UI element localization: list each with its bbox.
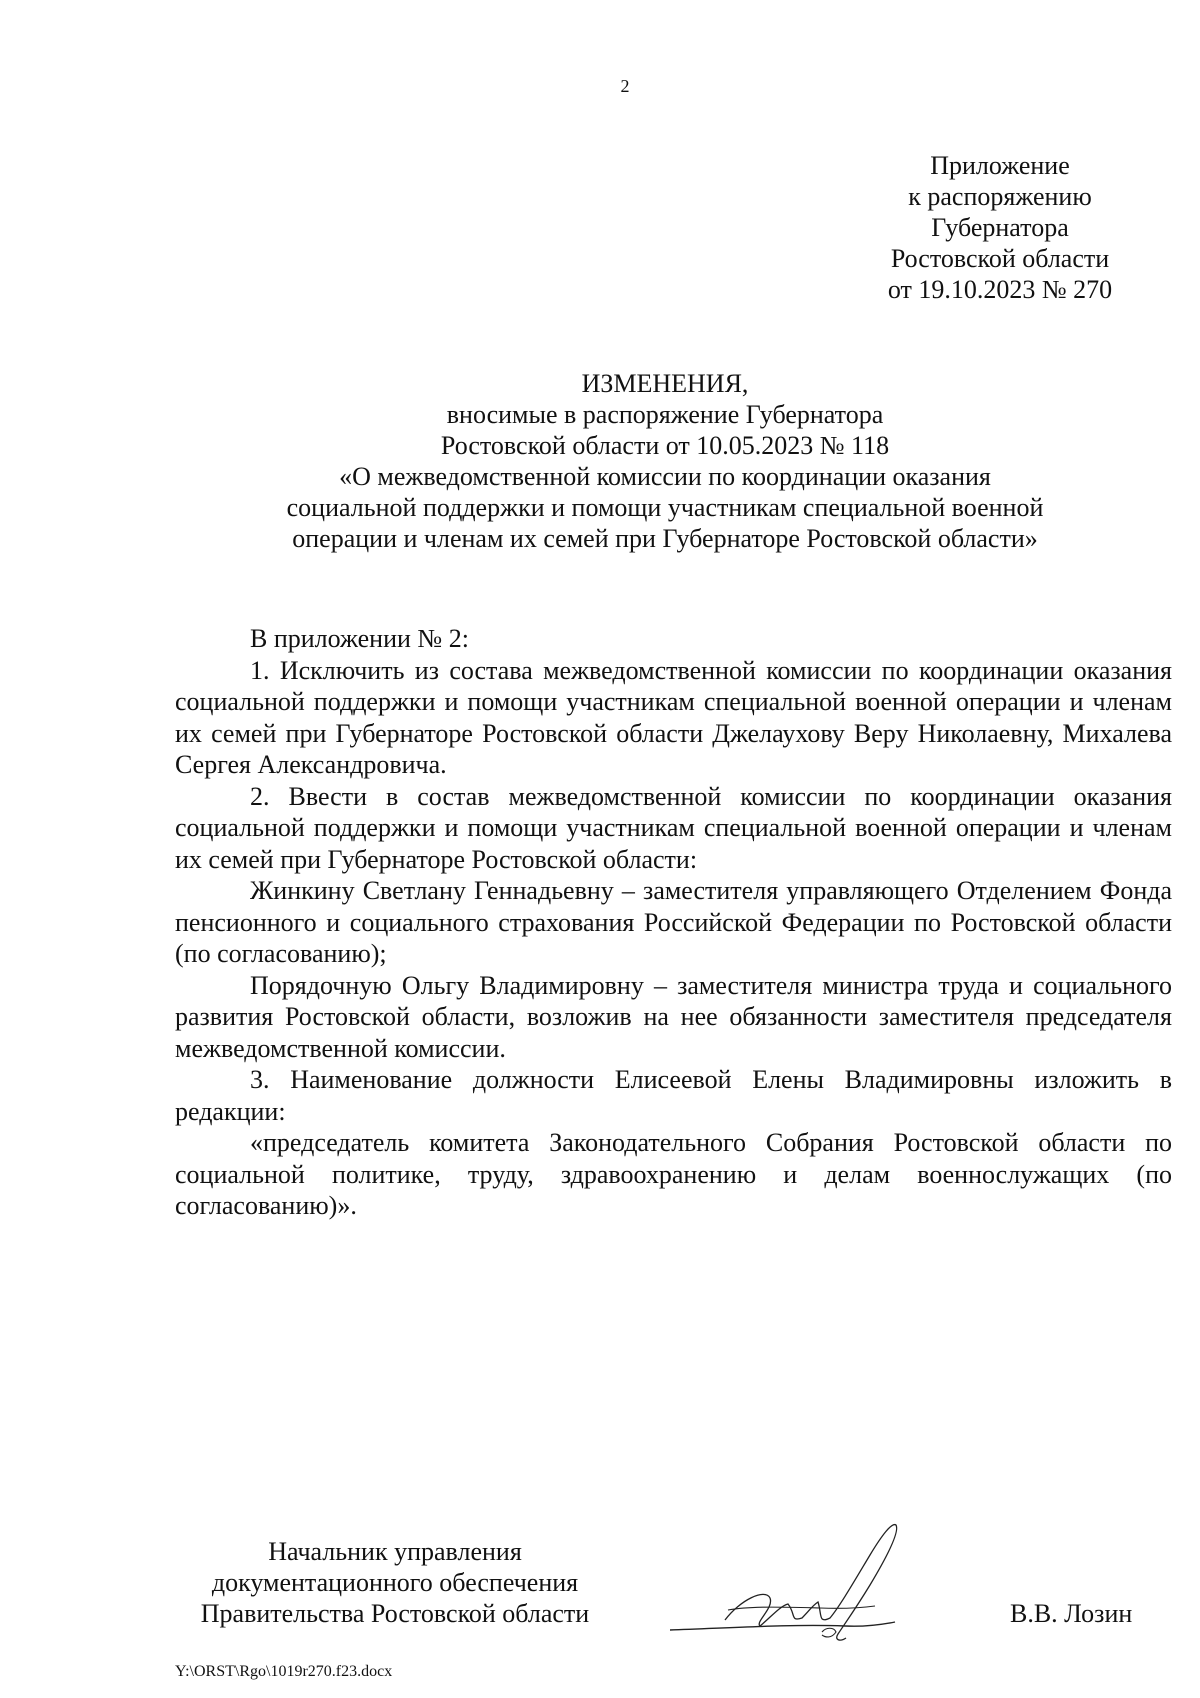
appendix-line: от 19.10.2023 № 270 [887,275,1113,304]
appendix-header [850,150,1150,305]
signatory-position [175,1536,615,1629]
appendix-line: Приложение [930,151,1070,180]
signatory-name: В.В. Лозин [1010,1599,1133,1628]
appendix-line: к распоряжению [908,182,1092,211]
position-line: Правительства Ростовской области [200,1599,590,1628]
title-line: вносимые в распоряжение Губернатора [446,400,884,429]
title-line: социальной поддержки и помощи участникам специальной военной [286,493,1044,522]
position-line: Начальник управления [268,1537,522,1566]
body-item-3-text: «председатель комитета Законодательного Собрания Ростовской области по социальной политике, труду, здравоохранению и делам военнослужащих (по согласованию)». [175,1128,1172,1220]
title-line: «О межведомственной комиссии по координации оказания [339,462,991,491]
document-title [190,368,1140,554]
title-line: операции и членам их семей при Губернаторе Ростовской области» [292,524,1038,553]
title-heading: ИЗМЕНЕНИЯ, [581,369,749,398]
body-item-1: 1. Исключить из состава межведомственной комиссии по координации оказания социальной поддержки и помощи участникам специальной военной операции и членам их семей при Губернаторе Ростовской области Джелаухову Веру Николаевну, Михалева Сергея Александровича. [175,655,1172,779]
appendix-line: Губернатора [931,213,1069,242]
title-line: Ростовской области от 10.05.2023 № 118 [440,431,890,460]
document-body [175,623,1172,1222]
page-number: 2 [620,76,630,96]
body-item-2-person-1: Жинкину Светлану Геннадьевну – заместителя управляющего Отделением Фонда пенсионного и социального страхования Российской Федерации по Ростовской области (по согласованию); [175,876,1172,968]
body-item-2-person-2: Порядочную Ольгу Владимировну – заместителя министра труда и социального развития Ростовской области, возложив на нее обязанности заместителя председателя межведомственной комиссии. [175,970,1172,1063]
handwritten-signature [670,1510,930,1650]
footer-file-path: Y:\ORST\Rgo\1019r270.f23.docx [175,1663,393,1680]
appendix-line: Ростовской области [890,244,1110,273]
position-line: документационного обеспечения [211,1568,579,1597]
body-intro: В приложении № 2: [250,624,469,653]
body-item-2: 2. Ввести в состав межведомственной комиссии по координации оказания социальной поддержки и помощи участникам специальной военной операции и членам их семей при Губернаторе Ростовской области: [175,781,1172,874]
body-item-3: 3. Наименование должности Елисеевой Елены Владимировны изложить в редакции: [175,1065,1172,1126]
